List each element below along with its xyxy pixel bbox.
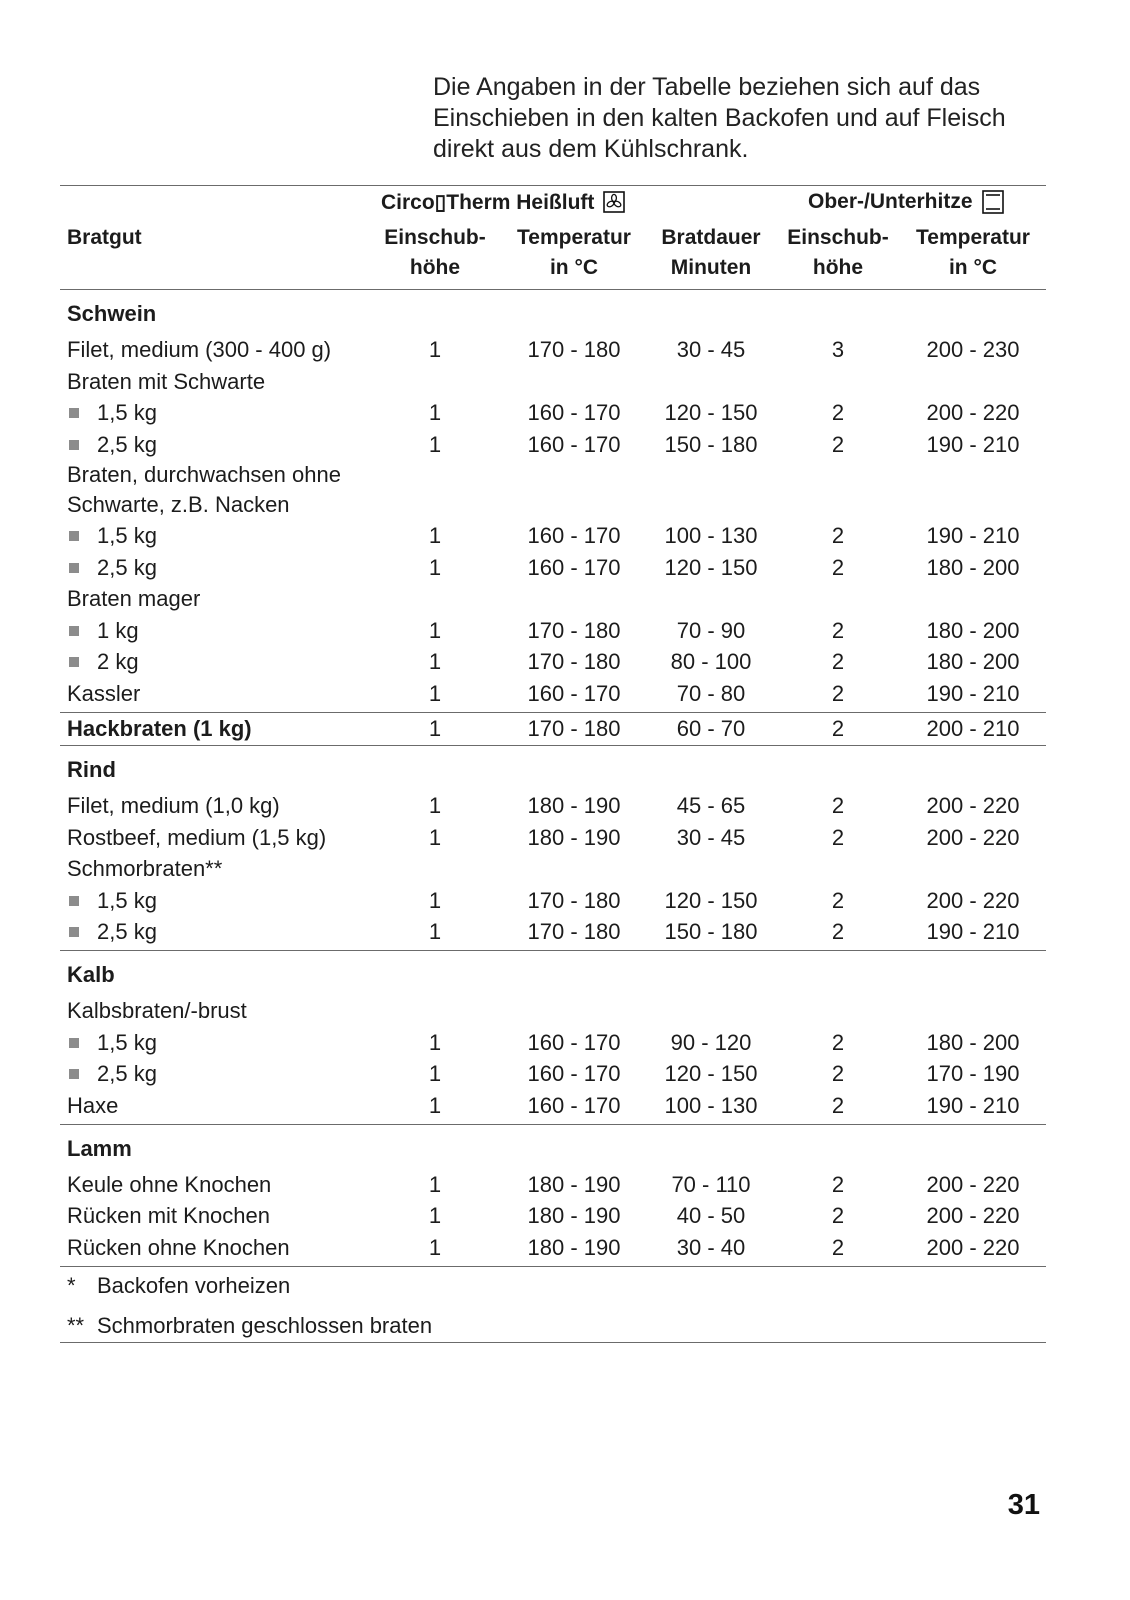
page-number: 31: [1007, 1489, 1040, 1521]
table-row: [60, 615, 1046, 647]
shelf-level-top-bottom-value: 2: [831, 649, 845, 674]
column-header-temperature-hot-air: Temperatur in °C: [517, 226, 631, 279]
shelf-level-hot-air-value: 1: [428, 1092, 442, 1118]
footnote-text: Backofen vorheizen: [97, 1272, 291, 1298]
roasting-time-value: 30 - 40: [676, 1234, 746, 1260]
row-label: [60, 646, 380, 678]
row-label: [60, 822, 380, 854]
temperature-top-bottom-value: 180 - 200: [926, 554, 1020, 580]
roasting-table: [60, 185, 1046, 1343]
temperature-top-bottom-value: 190 - 210: [926, 680, 1020, 706]
shelf-level-hot-air-value: 1: [428, 649, 442, 674]
row-label: [60, 916, 380, 948]
temperature-top-bottom-value: 190 - 210: [926, 1092, 1020, 1118]
section-title: Schwein: [67, 301, 157, 326]
shelf-level-hot-air-value: 1: [428, 617, 442, 643]
section-title: Kalb: [67, 962, 115, 987]
table-body: [60, 290, 1046, 1267]
temperature-hot-air-value: 160 - 170: [527, 554, 621, 580]
table-row: [60, 1058, 1046, 1090]
row-label: [60, 460, 380, 520]
row-label: [60, 678, 380, 710]
column-header-food: Bratgut: [67, 226, 142, 249]
temperature-hot-air-value: 170 - 180: [527, 617, 621, 643]
table-row-label-only: [60, 995, 1046, 1027]
row-label-text: 1 kg: [97, 617, 139, 643]
row-label: Hackbraten (1 kg): [67, 715, 252, 741]
row-label-text: Haxe: [67, 1092, 119, 1118]
table-row: [60, 1232, 1046, 1264]
roasting-time-value: 40 - 50: [676, 1203, 746, 1228]
table-row: [60, 520, 1046, 552]
header-group-top-bottom-heat: [764, 186, 1046, 218]
temperature-top-bottom-value: 200 - 220: [926, 824, 1020, 850]
shelf-level-hot-air-value: 1: [428, 793, 442, 818]
temperature-hot-air-value: 160 - 170: [527, 400, 621, 425]
row-label-text: 2,5 kg: [97, 554, 157, 580]
table-row: [60, 885, 1046, 917]
row-label: [60, 995, 380, 1027]
column-header-roasting-time: Bratdauer Minuten: [661, 226, 761, 279]
row-label-text: 1,5 kg: [97, 400, 157, 425]
temperature-top-bottom-value: 200 - 220: [926, 1171, 1020, 1197]
shelf-level-hot-air-value: 1: [428, 1234, 442, 1260]
row-label: [60, 520, 380, 552]
roasting-time-value: 120 - 150: [664, 400, 758, 425]
temperature-top-bottom-value: 180 - 200: [926, 1029, 1020, 1055]
footnote-text: Schmorbraten geschlossen braten: [97, 1312, 433, 1338]
table-row-label-only: [60, 366, 1046, 398]
shelf-level-hot-air-value: 1: [428, 715, 442, 741]
table-row: [60, 916, 1046, 948]
shelf-level-hot-air-value: 1: [428, 887, 442, 913]
table-row: [60, 646, 1046, 678]
shelf-level-hot-air-value: 1: [428, 431, 442, 457]
temperature-top-bottom-value: 200 - 230: [926, 337, 1020, 362]
temperature-hot-air-value: 160 - 170: [527, 431, 621, 457]
temperature-top-bottom-value: 200 - 220: [926, 400, 1020, 425]
temperature-top-bottom-value: 180 - 200: [926, 617, 1020, 643]
header-group-hot-air-label: Circo▯Therm Heißluft: [381, 190, 595, 214]
shelf-level-hot-air-value: 1: [428, 1061, 442, 1086]
shelf-level-top-bottom-value: 2: [831, 793, 845, 818]
shelf-level-hot-air-value: 1: [428, 523, 442, 548]
table-row: [60, 1090, 1046, 1122]
bullet-icon: [69, 440, 79, 450]
bullet-icon: [69, 896, 79, 906]
table-row: [60, 1027, 1046, 1059]
temperature-hot-air-value: 170 - 180: [527, 715, 621, 741]
temperature-hot-air-value: 160 - 170: [527, 1092, 621, 1118]
bullet-icon: [69, 626, 79, 636]
shelf-level-top-bottom-value: 2: [831, 1092, 845, 1118]
temperature-hot-air-value: 160 - 170: [527, 1061, 621, 1086]
roasting-time-value: 150 - 180: [664, 431, 758, 457]
footnote: [60, 1270, 1046, 1302]
roasting-time-value: 30 - 45: [676, 337, 746, 362]
temperature-top-bottom-value: 190 - 210: [926, 919, 1020, 944]
temperature-top-bottom-value: 200 - 220: [926, 793, 1020, 818]
roasting-time-value: 45 - 65: [676, 793, 746, 818]
temperature-top-bottom-value: 180 - 200: [926, 649, 1020, 674]
roasting-time-value: 30 - 45: [676, 824, 746, 850]
shelf-level-hot-air-value: 1: [428, 1029, 442, 1055]
table-header-columns: [60, 218, 1046, 290]
roasting-time-value: 150 - 180: [664, 919, 758, 944]
footnote-marker: *: [67, 1272, 76, 1298]
row-label: [60, 1169, 380, 1201]
row-label-text: Filet, medium (1,0 kg): [67, 793, 280, 818]
shelf-level-top-bottom-value: 2: [831, 1203, 845, 1228]
intro-paragraph: Die Angaben in der Tabelle beziehen sich auf das Einschieben in den kalten Backofen und auf Fleisch direkt aus dem Kühlschrank.: [433, 73, 1006, 163]
row-label: [60, 334, 380, 366]
table-row: [60, 397, 1046, 429]
bullet-icon: [69, 1038, 79, 1048]
shelf-level-top-bottom-value: 2: [831, 919, 845, 944]
section-title: Lamm: [67, 1135, 132, 1161]
shelf-level-top-bottom-value: 2: [831, 431, 845, 457]
temperature-top-bottom-value: 200 - 220: [926, 1203, 1020, 1228]
row-label: [60, 790, 380, 822]
shelf-level-top-bottom-value: 2: [831, 554, 845, 580]
row-label-text: 1,5 kg: [97, 523, 157, 548]
roasting-time-value: 120 - 150: [664, 1061, 758, 1086]
bullet-icon: [69, 408, 79, 418]
temperature-hot-air-value: 170 - 180: [527, 649, 621, 674]
table-row: [60, 790, 1046, 822]
column-header-shelf-level-top-bottom: Einschub- höhe: [787, 226, 889, 279]
shelf-level-hot-air-value: 1: [428, 919, 442, 944]
shelf-level-top-bottom-value: 2: [831, 400, 845, 425]
temperature-hot-air-value: 180 - 190: [527, 1234, 621, 1260]
shelf-level-top-bottom-value: 2: [831, 887, 845, 913]
shelf-level-hot-air-value: 1: [428, 1171, 442, 1197]
row-label: [60, 1027, 380, 1059]
row-label-text: Rücken ohne Knochen: [67, 1234, 290, 1260]
table-header-groups: [60, 186, 1046, 218]
shelf-level-top-bottom-value: 2: [831, 1171, 845, 1197]
header-group-hot-air: [380, 186, 764, 218]
row-label: [60, 429, 380, 461]
row-label: [60, 853, 380, 885]
roasting-time-value: 120 - 150: [664, 554, 758, 580]
row-label: [60, 552, 380, 584]
table-row: [60, 552, 1046, 584]
temperature-hot-air-value: 180 - 190: [527, 1203, 621, 1228]
row-label: [60, 366, 380, 398]
shelf-level-hot-air-value: 1: [428, 337, 442, 362]
temperature-top-bottom-value: 170 - 190: [926, 1061, 1020, 1086]
row-label-text: 2,5 kg: [97, 919, 157, 944]
temperature-top-bottom-value: 200 - 210: [926, 715, 1020, 741]
table-section: [60, 746, 1046, 951]
shelf-level-top-bottom-value: 2: [831, 617, 845, 643]
row-label-text: Keule ohne Knochen: [67, 1171, 272, 1197]
table-section: [60, 713, 1046, 747]
shelf-level-top-bottom-value: 3: [831, 337, 845, 362]
shelf-level-top-bottom-value: 2: [831, 824, 845, 850]
row-label: [60, 583, 380, 615]
row-label: [60, 1058, 380, 1090]
row-label-text: Rostbeef, medium (1,5 kg): [67, 824, 327, 850]
table-row-label-only: [60, 460, 1046, 520]
shelf-level-hot-air-value: 1: [428, 680, 442, 706]
roasting-time-value: 70 - 80: [676, 680, 746, 706]
header-group-top-bottom-heat-label: Ober-/Unterhitze: [808, 190, 973, 213]
temperature-top-bottom-value: 190 - 210: [926, 431, 1020, 457]
roasting-time-value: 100 - 130: [664, 523, 758, 548]
roasting-time-value: 80 - 100: [670, 649, 752, 674]
roasting-time-value: 70 - 110: [671, 1171, 751, 1197]
row-label: [60, 1200, 380, 1232]
shelf-level-hot-air-value: 1: [428, 400, 442, 425]
section-title: Rind: [67, 757, 116, 782]
table-row: [60, 822, 1046, 854]
row-label-text: Braten mit Schwarte: [67, 368, 266, 394]
row-label: [60, 615, 380, 647]
bullet-icon: [69, 563, 79, 573]
roasting-time-value: 100 - 130: [664, 1092, 758, 1118]
row-label: [60, 397, 380, 429]
row-label-text: Braten mager: [67, 586, 201, 611]
table-row: [60, 334, 1046, 366]
temperature-hot-air-value: 170 - 180: [527, 887, 621, 913]
table-section: [60, 1125, 1046, 1267]
table-row-label-only: [60, 583, 1046, 615]
temperature-hot-air-value: 180 - 190: [527, 793, 621, 818]
footnote: [60, 1310, 1046, 1342]
row-label-text: 1,5 kg: [97, 1029, 157, 1055]
temperature-hot-air-value: 160 - 170: [527, 1029, 621, 1055]
shelf-level-hot-air-value: 1: [428, 554, 442, 580]
roasting-time-value: 120 - 150: [664, 887, 758, 913]
row-label-text: 2 kg: [97, 649, 139, 674]
roasting-time-value: 60 - 70: [676, 715, 746, 741]
row-label-text: Braten, durchwachsen ohne Schwarte, z.B. Nacken: [67, 462, 341, 517]
shelf-level-hot-air-value: 1: [428, 1203, 442, 1228]
row-label-text: 1,5 kg: [97, 887, 157, 913]
temperature-top-bottom-value: 200 - 220: [926, 1234, 1020, 1260]
table-row: [60, 713, 1046, 745]
footnotes: [60, 1267, 1046, 1343]
table-row: [60, 678, 1046, 710]
shelf-level-top-bottom-value: 2: [831, 1061, 845, 1086]
temperature-hot-air-value: 160 - 170: [527, 680, 621, 706]
column-header-shelf-level-hot-air: Einschub- höhe: [384, 226, 486, 279]
column-header-temperature-top-bottom: Temperatur in °C: [916, 226, 1030, 279]
shelf-level-hot-air-value: 1: [428, 824, 442, 850]
row-label-text: Rücken mit Knochen: [67, 1203, 270, 1228]
row-label-text: Kalbsbraten/-brust: [67, 998, 247, 1023]
temperature-hot-air-value: 160 - 170: [527, 523, 621, 548]
footnote-marker: **: [67, 1312, 85, 1338]
temperature-top-bottom-value: 200 - 220: [926, 887, 1020, 913]
table-section: [60, 290, 1046, 713]
bullet-icon: [69, 531, 79, 541]
bullet-icon: [69, 1069, 79, 1079]
shelf-level-top-bottom-value: 2: [831, 680, 845, 706]
row-label: [60, 1090, 380, 1122]
roasting-time-value: 90 - 120: [670, 1029, 752, 1055]
table-row: [60, 1200, 1046, 1232]
table-row: [60, 1169, 1046, 1201]
shelf-level-top-bottom-value: 2: [831, 523, 845, 548]
temperature-top-bottom-value: 190 - 210: [926, 523, 1020, 548]
top-bottom-heat-icon: [982, 190, 1004, 214]
row-label-text: 2,5 kg: [97, 1061, 157, 1086]
shelf-level-top-bottom-value: 2: [831, 715, 845, 741]
temperature-hot-air-value: 180 - 190: [527, 1171, 621, 1197]
table-section: [60, 951, 1046, 1125]
row-label-text: Kassler: [67, 680, 141, 706]
table-row-label-only: [60, 853, 1046, 885]
row-label-text: Filet, medium (300 - 400 g): [67, 337, 332, 362]
roasting-time-value: 70 - 90: [676, 617, 746, 643]
row-label-text: Schmorbraten**: [67, 856, 223, 881]
bullet-icon: [69, 927, 79, 937]
temperature-hot-air-value: 170 - 180: [527, 919, 621, 944]
hot-air-fan-icon: [603, 191, 625, 213]
row-label: [60, 1232, 380, 1264]
row-label-text: 2,5 kg: [97, 431, 157, 457]
row-label: [60, 885, 380, 917]
bullet-icon: [69, 657, 79, 667]
temperature-hot-air-value: 170 - 180: [527, 337, 621, 362]
shelf-level-top-bottom-value: 2: [831, 1029, 845, 1055]
temperature-hot-air-value: 180 - 190: [527, 824, 621, 850]
table-row: [60, 429, 1046, 461]
shelf-level-top-bottom-value: 2: [831, 1234, 845, 1260]
